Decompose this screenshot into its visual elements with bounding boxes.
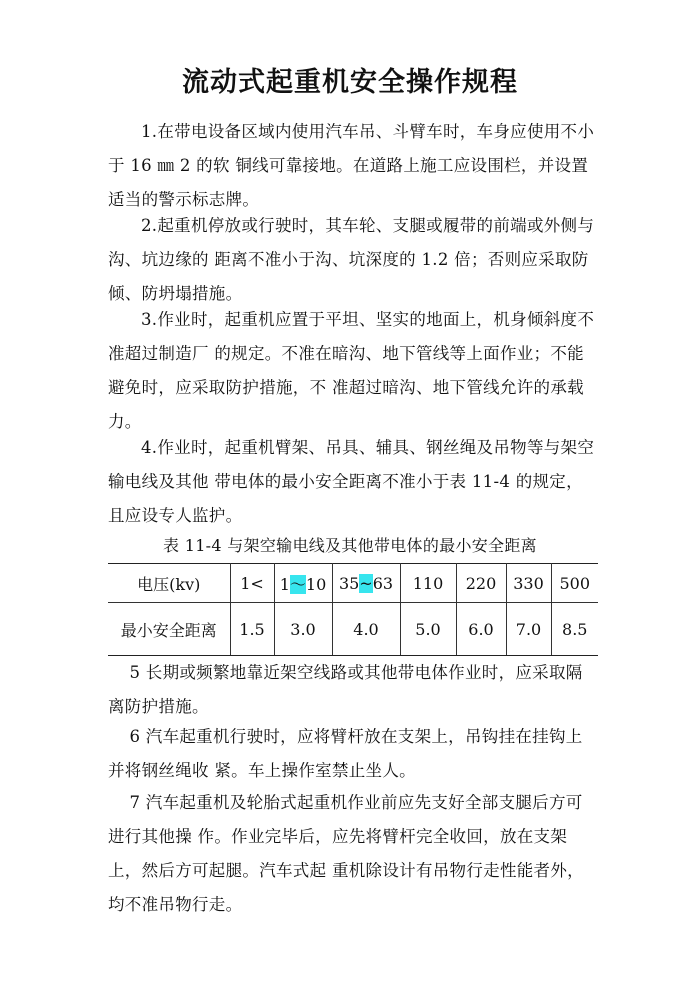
table-caption: 表 11-4 与架空输电线及其他带电体的最小安全距离 bbox=[163, 536, 537, 555]
paragraph-2: 2.起重机停放或行驶时，其车轮、支腿或履带的前端或外侧与沟、坑边缘的 距离不准小于沟、坑深度的 1.2 倍；否则应采取防倾、防坍塌措施。 bbox=[108, 216, 595, 303]
voltage-cell bbox=[274, 564, 332, 603]
distance-cell: 1.5 bbox=[230, 603, 274, 656]
voltage-text: 10 bbox=[305, 574, 327, 594]
voltage-text: 1 bbox=[279, 574, 290, 594]
voltage-text: 63 bbox=[372, 573, 394, 593]
distance-cell: 8.5 bbox=[551, 603, 598, 656]
voltage-cell: 500 bbox=[551, 564, 598, 603]
distance-cell: 6.0 bbox=[456, 603, 506, 656]
row-header-distance: 最小安全距离 bbox=[108, 603, 230, 656]
table-row-voltage bbox=[108, 564, 598, 603]
page-title: 流动式起重机安全操作规程 bbox=[182, 67, 518, 98]
voltage-cell: 220 bbox=[456, 564, 506, 603]
row-header-voltage: 电压(kv) bbox=[108, 564, 230, 603]
highlighted-tilde: ~ bbox=[359, 573, 373, 593]
voltage-cell: 110 bbox=[400, 564, 456, 603]
safety-distance-table bbox=[108, 563, 598, 656]
voltage-text: 35 bbox=[338, 573, 360, 593]
table-row-distance bbox=[108, 603, 598, 656]
voltage-cell: 1< bbox=[230, 564, 274, 603]
highlighted-tilde: ～ bbox=[289, 574, 306, 594]
paragraph-5: 5 长期或频繁地靠近架空线路或其他带电体作业时，应采取隔离防护措施。 bbox=[108, 663, 583, 716]
paragraph-4: 4.作业时，起重机臂架、吊具、辅具、钢丝绳及吊物等与架空输电线及其他 带电体的最小安全距离不准小于表 11-4 的规定，且应设专人监护。 bbox=[108, 438, 595, 525]
voltage-cell: 330 bbox=[506, 564, 551, 603]
paragraph-6: 6 汽车起重机行驶时，应将臂杆放在支架上，吊钩挂在挂钩上并将钢丝绳收 紧。车上操作室禁止坐人。 bbox=[108, 727, 583, 780]
paragraph-1: 1.在带电设备区域内使用汽车吊、斗臂车时，车身应使用不小于 16 ㎜ 2 的软 铜线可靠接地。在道路上施工应设围栏，并设置适当的警示标志牌。 bbox=[108, 122, 595, 209]
distance-cell: 3.0 bbox=[274, 603, 332, 656]
voltage-cell bbox=[332, 564, 400, 603]
paragraph-3: 3.作业时，起重机应置于平坦、坚实的地面上，机身倾斜度不准超过制造厂 的规定。不准在暗沟、地下管线等上面作业；不能避免时，应采取防护措施，不 准超过暗沟、地下管线允许的承载力。 bbox=[108, 310, 595, 431]
paragraph-7: 7 汽车起重机及轮胎式起重机作业前应先支好全部支腿后方可进行其他操 作。作业完毕后，应先将臂杆完全收回，放在支架上，然后方可起腿。汽车式起 重机除设计有吊物行走性能者外，均不准吊物行走。 bbox=[108, 793, 584, 914]
distance-cell: 4.0 bbox=[332, 603, 400, 656]
distance-cell: 7.0 bbox=[506, 603, 551, 656]
distance-cell: 5.0 bbox=[400, 603, 456, 656]
